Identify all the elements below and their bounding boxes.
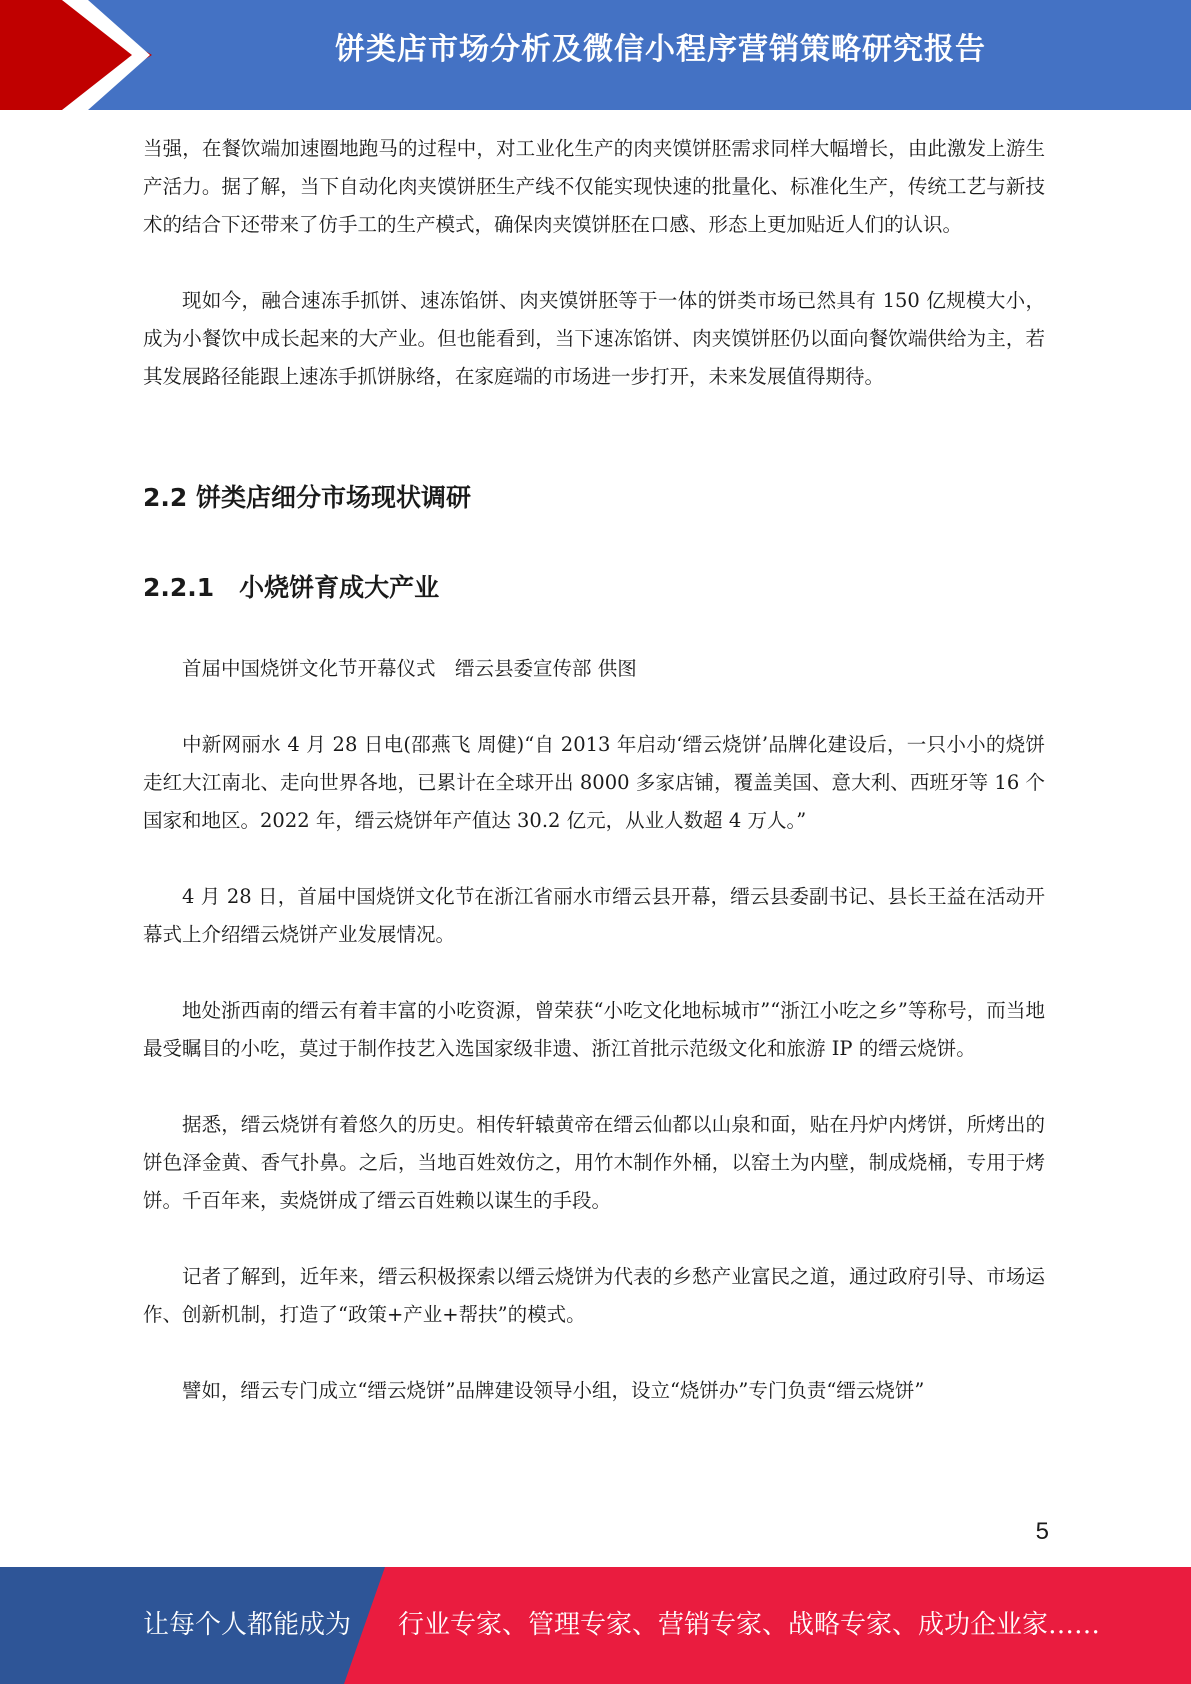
page-footer (0, 1567, 1191, 1684)
report-title: 饼类店市场分析及微信小程序营销策略研究报告 (335, 32, 986, 67)
subsection-heading: 2.2.1 小烧饼育成大产业 (143, 573, 440, 602)
section-heading: 2.2 饼类店细分市场现状调研 (143, 483, 471, 512)
page-body (143, 130, 1045, 1410)
paragraph: 譬如，缙云专门成立“缙云烧饼”品牌建设领导小组，设立“烧饼办”专门负责“缙云烧饼” (182, 1379, 925, 1402)
paragraph: 中新网丽水 4 月 28 日电(邵燕飞 周健)“自 2013 年启动‘缙云烧饼’品牌化建设后，一只小小的烧饼走红大江南北、走向世界各地，已累计在全球开出 8000 多家店铺，覆盖美国、意大利、西班牙等 16 个国家和地区。2022 年，缙云烧饼年产值达 30.2 亿元，从业人数超 4 万人。” (143, 733, 1045, 832)
paragraph: 现如今，融合速冻手抓饼、速冻馅饼、肉夹馍饼胚等于一体的饼类市场已然具有 150 亿规模大小，成为小餐饮中成长起来的大产业。但也能看到，当下速冻馅饼、肉夹馍饼胚仍以面向餐饮端供给为主，若其发展路径能跟上速冻手抓饼脉络，在家庭端的市场进一步打开，未来发展值得期待。 (143, 289, 1045, 388)
page-header (0, 0, 1191, 110)
page-number: 5 (1035, 1518, 1049, 1545)
paragraph: 4 月 28 日，首届中国烧饼文化节在浙江省丽水市缙云县开幕，缙云县委副书记、县长王益在活动开幕式上介绍缙云烧饼产业发展情况。 (143, 885, 1045, 946)
image-caption: 首届中国烧饼文化节开幕仪式 缙云县委宣传部 供图 (182, 657, 637, 680)
paragraph: 当强，在餐饮端加速圈地跑马的过程中，对工业化生产的肉夹馍饼胚需求同样大幅增长，由此激发上游生产活力。据了解，当下自动化肉夹馍饼胚生产线不仅能实现快速的批量化、标准化生产，传统工艺与新技术的结合下还带来了仿手工的生产模式，确保肉夹馍饼胚在口感、形态上更加贴近人们的认识。 (143, 137, 1045, 236)
paragraph: 据悉，缙云烧饼有着悠久的历史。相传轩辕黄帝在缙云仙都以山泉和面，贴在丹炉内烤饼，所烤出的饼色泽金黄、香气扑鼻。之后，当地百姓效仿之，用竹木制作外桶，以窑土为内壁，制成烧桶，专用于烤饼。千百年来，卖烧饼成了缙云百姓赖以谋生的手段。 (143, 1113, 1045, 1212)
paragraph: 记者了解到，近年来，缙云积极探索以缙云烧饼为代表的乡愁产业富民之道，通过政府引导、市场运作、创新机制，打造了“政策+产业+帮扶”的模式。 (143, 1265, 1045, 1326)
footer-slogan-right: 行业专家、管理专家、营销专家、战略专家、成功企业家…… (398, 1610, 1101, 1640)
footer-slogan-left: 让每个人都能成为 (143, 1610, 352, 1640)
paragraph: 地处浙西南的缙云有着丰富的小吃资源，曾荣获“小吃文化地标城市”“浙江小吃之乡”等称号，而当地最受瞩目的小吃，莫过于制作技艺入选国家级非遗、浙江首批示范级文化和旅游 IP 的缙云烧饼。 (143, 999, 1045, 1060)
